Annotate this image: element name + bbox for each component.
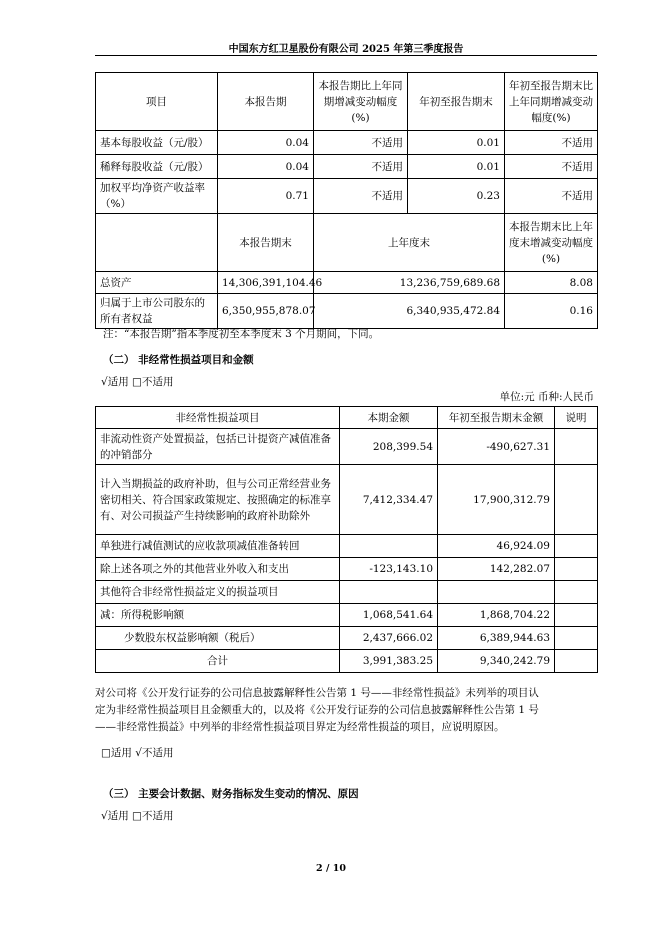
row-label: 非流动性资产处置损益，包括已计提资产减值准备的冲销部分 [96,429,340,465]
header-cell: 本报告期末 [218,214,314,272]
cell-value: 8.08 [505,272,598,294]
cell-value [555,465,598,535]
cell-value [555,650,598,673]
cell-value: 6,340,935,472.84 [314,294,505,329]
table-row [96,179,598,214]
table-row [96,604,598,627]
cell-value [555,558,598,581]
table-header-row [96,73,598,131]
cell-value: 17,900,312.79 [438,465,555,535]
cell-value: 不适用 [505,155,598,179]
applicability-checkbox: □适用 √不适用 [101,747,174,759]
cell-value [555,429,598,465]
cell-value [555,535,598,558]
row-label: 单独进行减值测试的应收款项减值准备转回 [96,535,340,558]
cell-value: 不适用 [314,131,408,155]
header-cell: 本期金额 [340,407,438,429]
cell-value: -490,627.31 [438,429,555,465]
row-label: 加权平均净资产收益率（%） [96,179,218,214]
table-row [96,429,598,465]
empty-cell [96,214,218,272]
section-3-title: （三） 主要会计数据、财务指标发生变动的情况、原因 [103,788,359,800]
table-subheader-row [96,214,598,272]
row-label: 计入当期损益的政府补助，但与公司正常经营业务密切相关、符合国家政策规定、按照确定的标准享有、对公司损益产生持续影响的政府补助除外 [96,465,340,535]
cell-value: 208,399.54 [340,429,438,465]
table-note: 注：“本报告期”指本季度初至本季度末 3 个月期间，下同。 [103,328,380,340]
cell-value: 0.04 [218,131,314,155]
cell-value: 0.23 [408,179,505,214]
table-row [96,155,598,179]
cell-value [340,581,438,604]
paragraph-line: 定为非经常性损益项目且金额重大的，以及将《公开发行证券的公司信息披露解释性公告第 1 号 [95,704,539,716]
report-header-title: 中国东方红卫星股份有限公司 2025 年第三季度报告 [228,44,464,55]
cell-value: 1,868,704.22 [438,604,555,627]
cell-value: 7,412,334.47 [340,465,438,535]
cell-value: 13,236,759,689.68 [314,272,505,294]
row-label: 合计 [96,650,340,673]
table-row [96,627,598,650]
cell-value: 46,924.09 [438,535,555,558]
table-row [96,535,598,558]
cell-value: 不适用 [505,179,598,214]
key-indicators-table [95,72,598,329]
paragraph-line: 对公司将《公开发行证券的公司信息披露解释性公告第 1 号——非经常性损益》未列举的项目认 [95,687,539,699]
header-cell: 说明 [555,407,598,429]
cell-value: 6,389,944.63 [438,627,555,650]
cell-value: 不适用 [314,179,408,214]
table-row [96,465,598,535]
cell-value: 6,350,955,878.07 [218,294,314,329]
cell-value: 0.16 [505,294,598,329]
explanation-paragraph [95,685,605,736]
table-row [96,294,598,329]
cell-value [555,604,598,627]
header-cell: 年初至报告期末比上年同期增减变动幅度(%) [505,73,598,131]
cell-value: 9,340,242.79 [438,650,555,673]
non-recurring-items-table [95,406,598,673]
header-cell: 年初至报告期末金额 [438,407,555,429]
row-label: 少数股东权益影响额（税后） [96,627,340,650]
cell-value: 不适用 [314,155,408,179]
row-label: 归属于上市公司股东的所有者权益 [96,294,218,329]
unit-currency-label: 单位:元 币种:人民币 [499,391,594,403]
cell-value: 14,306,391,104.46 [218,272,314,294]
cell-value: 3,991,383.25 [340,650,438,673]
section-2-title: （二） 非经常性损益项目和金额 [103,354,254,366]
header-cell: 项目 [96,73,218,131]
header-cell: 本报告期末比上年度末增减变动幅度(%) [505,214,598,272]
row-label: 稀释每股收益（元/股） [96,155,218,179]
cell-value: 142,282.07 [438,558,555,581]
cell-value: 不适用 [505,131,598,155]
cell-value: 0.04 [218,155,314,179]
cell-value [555,627,598,650]
header-cell: 年初至报告期末 [408,73,505,131]
cell-value: 0.01 [408,131,505,155]
cell-value: -123,143.10 [340,558,438,581]
row-label: 减：所得税影响额 [96,604,340,627]
table-total-row [96,650,598,673]
cell-value [340,535,438,558]
applicability-checkbox: √适用 □不适用 [101,376,174,388]
row-label: 基本每股收益（元/股） [96,131,218,155]
table-row [96,272,598,294]
paragraph-line: ——非经常性损益》中列举的非经常性损益项目界定为经常性损益的项目，应说明原因。 [95,721,505,733]
row-label: 总资产 [96,272,218,294]
applicability-checkbox: √适用 □不适用 [101,810,174,822]
row-label: 除上述各项之外的其他营业外收入和支出 [96,558,340,581]
header-cell: 上年度末 [314,214,505,272]
cell-value: 0.71 [218,179,314,214]
table-row [96,581,598,604]
row-label: 其他符合非经常性损益定义的损益项目 [96,581,340,604]
header-cell: 本报告期 [218,73,314,131]
cell-value: 0.01 [408,155,505,179]
header-cell: 本报告期比上年同期增减变动幅度(%) [314,73,408,131]
page-number: 2 / 10 [316,863,346,874]
table-row [96,558,598,581]
table-row [96,131,598,155]
cell-value: 2,437,666.02 [340,627,438,650]
header-divider [95,55,597,56]
table-header-row [96,407,598,429]
cell-value [555,581,598,604]
cell-value: 1,068,541.64 [340,604,438,627]
cell-value [438,581,555,604]
header-cell: 非经常性损益项目 [96,407,340,429]
